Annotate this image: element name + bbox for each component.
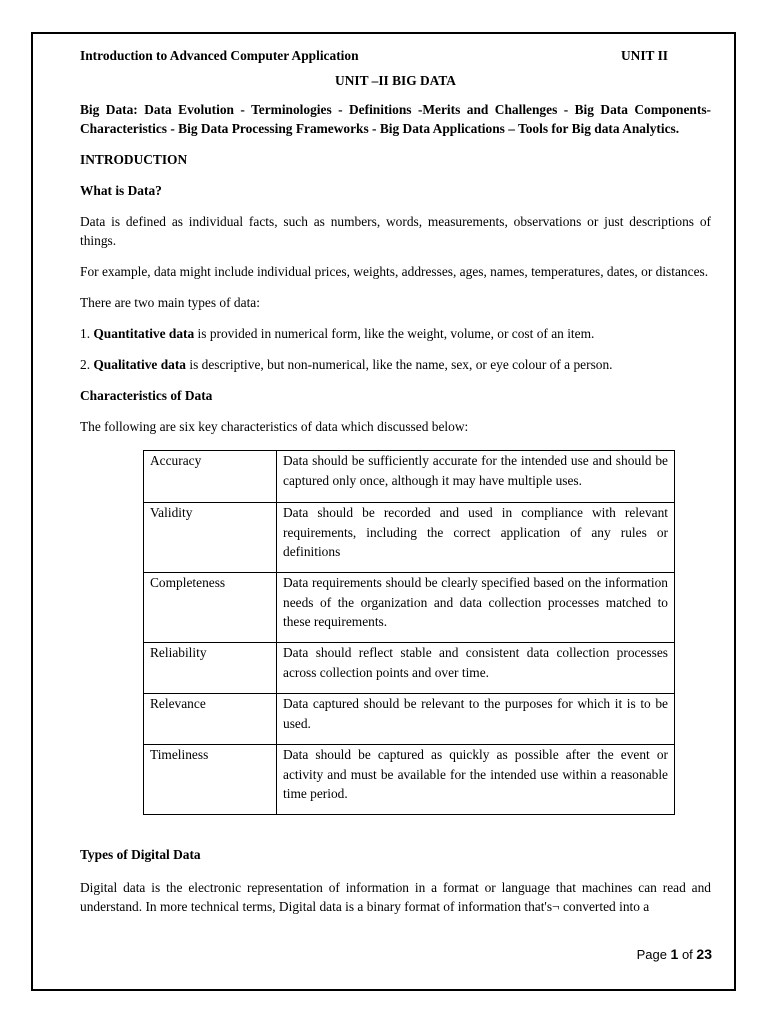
of-word: of bbox=[678, 947, 697, 962]
table-row bbox=[144, 451, 675, 503]
list-number: 2. bbox=[80, 357, 94, 372]
list-text: is descriptive, but non-numerical, like the name, sex, or eye colour of a person. bbox=[186, 357, 613, 372]
paragraph-types-intro: There are two main types of data: bbox=[80, 295, 260, 310]
list-number: 1. bbox=[80, 326, 94, 341]
term-quantitative: Quantitative data bbox=[93, 326, 195, 341]
table-cell-term: Reliability bbox=[144, 643, 277, 694]
heading-introduction: INTRODUCTION bbox=[80, 152, 188, 167]
table-row bbox=[144, 745, 675, 815]
page-total: 23 bbox=[696, 946, 712, 962]
characteristics-table bbox=[143, 450, 675, 815]
paragraph-characteristics-intro: The following are six key characteristics of data which discussed below: bbox=[80, 419, 469, 434]
list-item-qualitative bbox=[80, 355, 711, 374]
document-body bbox=[80, 46, 711, 916]
table-cell-description: Data should reflect stable and consistent data collection processes across collection points and over time. bbox=[277, 643, 675, 694]
table-cell-description: Data should be captured as quickly as possible after the event or activity and must be available for the intended use within a reasonable time period. bbox=[277, 745, 675, 815]
table-cell-description: Data should be recorded and used in compliance with relevant requirements, including the correct application of any rules or definitions bbox=[277, 503, 675, 573]
term-qualitative: Qualitative data bbox=[93, 357, 187, 372]
table-cell-term: Completeness bbox=[144, 573, 277, 643]
table-cell-description: Data requirements should be clearly specified based on the information needs of the organization and data collection processes matched to these requirements. bbox=[277, 573, 675, 643]
page-word: Page bbox=[636, 947, 671, 962]
page-number bbox=[637, 946, 712, 962]
table-row bbox=[144, 694, 675, 745]
table-cell-term: Accuracy bbox=[144, 451, 277, 503]
header-course-title: Introduction to Advanced Computer Application bbox=[80, 48, 359, 63]
header-unit-label: UNIT II bbox=[620, 48, 668, 63]
paragraph-example: For example, data might include individual prices, weights, addresses, ages, names, temperatures, dates, or distances. bbox=[80, 264, 709, 279]
table-row bbox=[144, 573, 675, 643]
running-header bbox=[80, 46, 711, 65]
list-item-quantitative bbox=[80, 324, 711, 343]
table-cell-term: Relevance bbox=[144, 694, 277, 745]
table-cell-description: Data should be sufficiently accurate for the intended use and should be captured only once, although it may have multiple uses. bbox=[277, 451, 675, 503]
unit-title: UNIT –II BIG DATA bbox=[335, 73, 456, 88]
table-cell-term: Validity bbox=[144, 503, 277, 573]
list-text: is provided in numerical form, like the weight, volume, or cost of an item. bbox=[194, 326, 595, 341]
heading-what-is-data: What is Data? bbox=[80, 183, 162, 198]
table-cell-description: Data captured should be relevant to the purposes for which it is to be used. bbox=[277, 694, 675, 745]
table-row bbox=[144, 503, 675, 573]
paragraph-digital-data: Digital data is the electronic representation of information in a format or language that machines can read and understand. In more technical terms, Digital data is a binary format of information that's¬ converted into a bbox=[80, 880, 711, 914]
heading-characteristics: Characteristics of Data bbox=[80, 388, 213, 403]
table-cell-term: Timeliness bbox=[144, 745, 277, 815]
table-row bbox=[144, 643, 675, 694]
page-current: 1 bbox=[670, 946, 679, 962]
unit-summary: Big Data: Data Evolution - Terminologies - Definitions -Merits and Challenges - Big Data Components- Characteristics - Big Data Processing Frameworks - Big Data Applications – Tools for Big data Analytics. bbox=[80, 102, 711, 136]
paragraph-definition: Data is defined as individual facts, such as numbers, words, measurements, observations or just descriptions of things. bbox=[80, 214, 711, 248]
heading-digital-data: Types of Digital Data bbox=[80, 847, 201, 862]
